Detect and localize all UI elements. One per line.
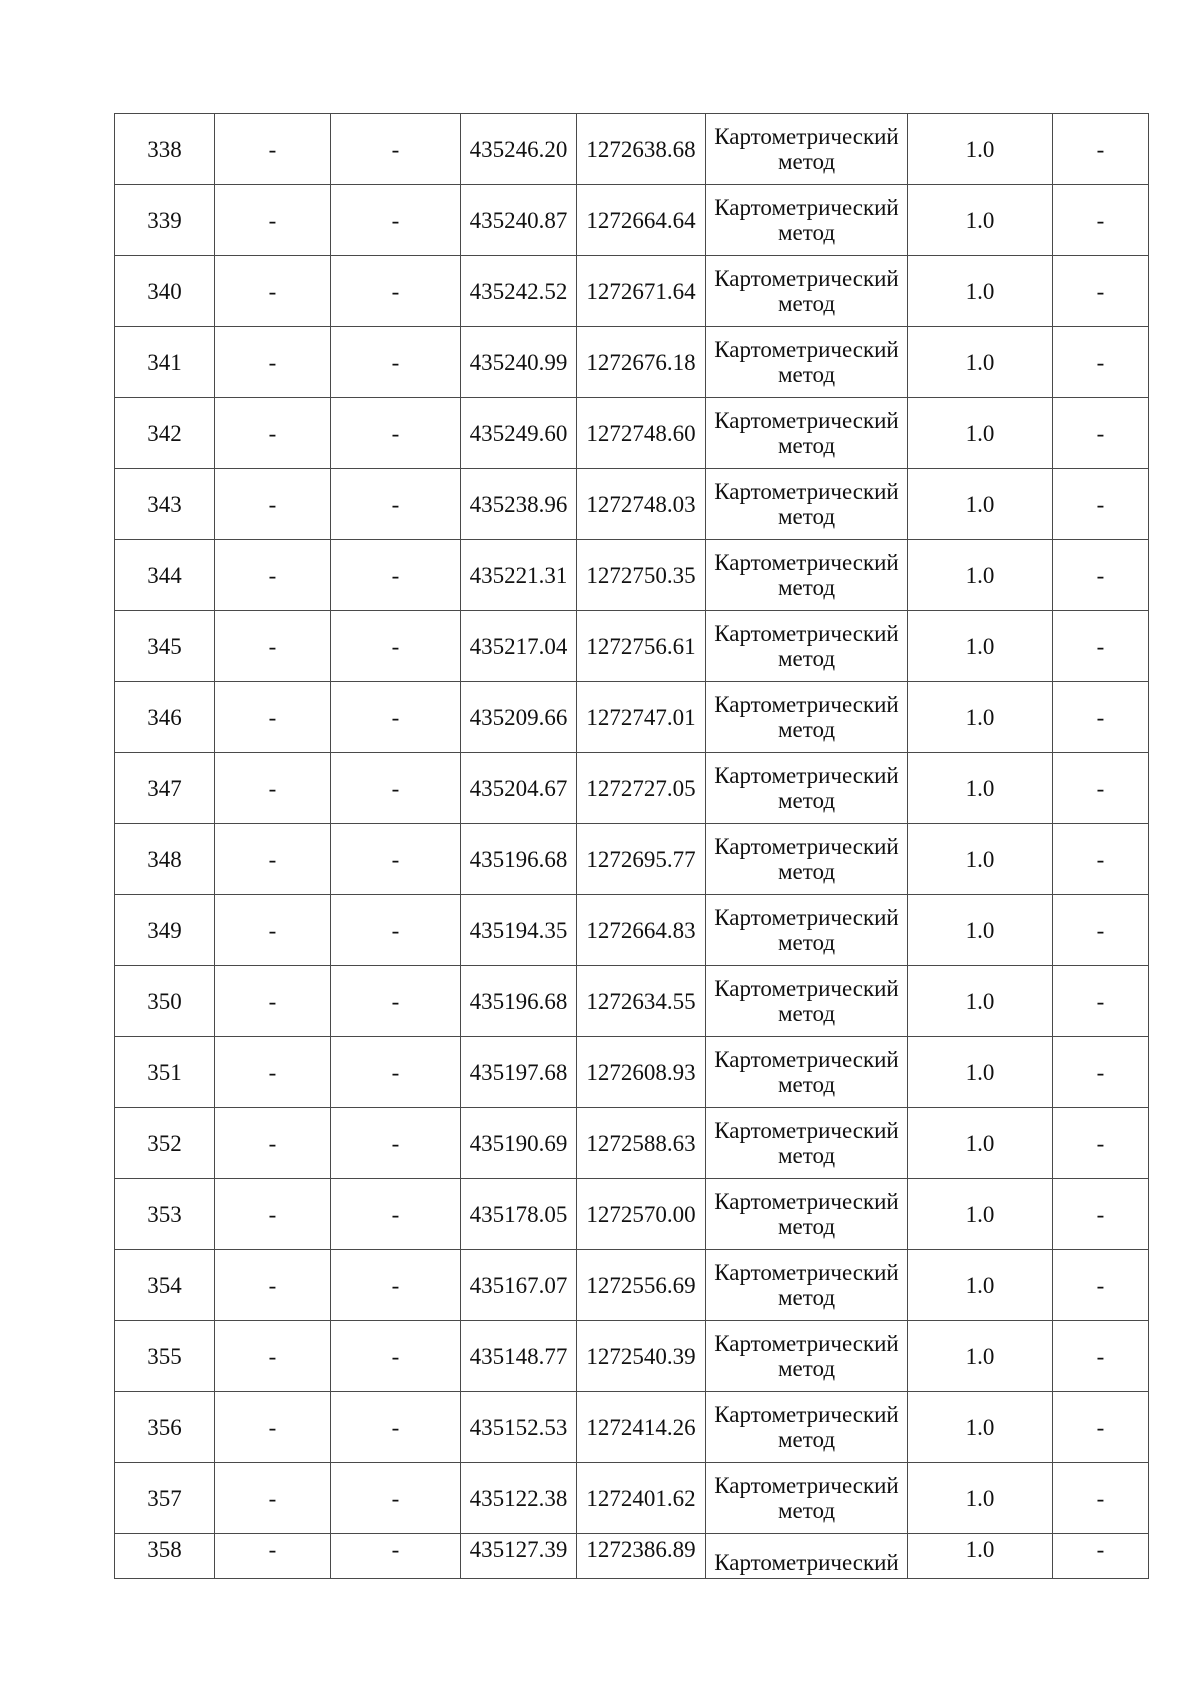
empty-dash-cell: - <box>1053 1179 1149 1250</box>
empty-dash-cell: - <box>1053 966 1149 1037</box>
y-coordinate-cell: 1272748.60 <box>577 398 706 469</box>
method-line-2: метод <box>777 645 836 671</box>
precision-cell: 1.0 <box>908 185 1053 256</box>
method-cell <box>706 1321 908 1392</box>
empty-dash-cell: - <box>215 114 331 185</box>
empty-dash-cell: - <box>1053 185 1149 256</box>
empty-dash-cell: - <box>1053 824 1149 895</box>
point-number-cell: 349 <box>115 895 215 966</box>
empty-dash-cell: - <box>215 540 331 611</box>
empty-dash-cell: - <box>215 1250 331 1321</box>
x-coordinate-cell: 435190.69 <box>461 1108 577 1179</box>
table-row <box>115 1321 1149 1392</box>
method-line-1: Картометрический <box>714 265 899 291</box>
empty-dash-cell: - <box>215 895 331 966</box>
empty-dash-cell: - <box>331 1534 461 1579</box>
empty-dash-cell: - <box>215 1108 331 1179</box>
empty-dash-cell: - <box>1053 1108 1149 1179</box>
precision-cell: 1.0 <box>908 1108 1053 1179</box>
method-line-1: Картометрический <box>714 620 899 646</box>
point-number-cell: 354 <box>115 1250 215 1321</box>
table-row <box>115 1037 1149 1108</box>
method-line-1: Картометрический <box>714 194 899 220</box>
method-line-1: Картометрический <box>714 833 899 859</box>
table-row <box>115 469 1149 540</box>
empty-dash-cell: - <box>331 540 461 611</box>
method-line-1: Картометрический <box>714 407 899 433</box>
table-row <box>115 966 1149 1037</box>
method-cell <box>706 966 908 1037</box>
method-line-1: Картометрический <box>714 1188 899 1214</box>
point-number-cell: 351 <box>115 1037 215 1108</box>
method-line-1: Картометрический <box>714 1401 899 1427</box>
empty-dash-cell: - <box>331 753 461 824</box>
empty-dash-cell: - <box>331 682 461 753</box>
method-cell <box>706 824 908 895</box>
point-number-cell: 341 <box>115 327 215 398</box>
method-line-1: Картометрический <box>714 1330 899 1356</box>
method-cell <box>706 1534 908 1579</box>
y-coordinate-cell: 1272540.39 <box>577 1321 706 1392</box>
method-line-1: Картометрический <box>714 123 899 149</box>
x-coordinate-cell: 435221.31 <box>461 540 577 611</box>
precision-cell: 1.0 <box>908 966 1053 1037</box>
empty-dash-cell: - <box>331 1179 461 1250</box>
table-row <box>115 256 1149 327</box>
point-number-cell: 357 <box>115 1463 215 1534</box>
x-coordinate-cell: 435240.87 <box>461 185 577 256</box>
method-cell <box>706 1392 908 1463</box>
method-line-1: Картометрический <box>714 1472 899 1498</box>
x-coordinate-cell: 435204.67 <box>461 753 577 824</box>
x-coordinate-cell: 435178.05 <box>461 1179 577 1250</box>
method-line-2: метод <box>777 1071 836 1097</box>
point-number-cell: 348 <box>115 824 215 895</box>
method-line-1: Картометрический <box>714 478 899 504</box>
precision-cell: 1.0 <box>908 824 1053 895</box>
precision-cell: 1.0 <box>908 1534 1053 1579</box>
x-coordinate-cell: 435196.68 <box>461 824 577 895</box>
method-line-2: метод <box>777 219 836 245</box>
precision-cell: 1.0 <box>908 1392 1053 1463</box>
x-coordinate-cell: 435148.77 <box>461 1321 577 1392</box>
empty-dash-cell: - <box>331 398 461 469</box>
x-coordinate-cell: 435249.60 <box>461 398 577 469</box>
x-coordinate-cell: 435127.39 <box>461 1534 577 1579</box>
y-coordinate-cell: 1272748.03 <box>577 469 706 540</box>
y-coordinate-cell: 1272608.93 <box>577 1037 706 1108</box>
y-coordinate-cell: 1272727.05 <box>577 753 706 824</box>
point-number-cell: 356 <box>115 1392 215 1463</box>
y-coordinate-cell: 1272695.77 <box>577 824 706 895</box>
method-line-2: метод <box>777 1213 836 1239</box>
precision-cell: 1.0 <box>908 256 1053 327</box>
y-coordinate-cell: 1272588.63 <box>577 1108 706 1179</box>
table-row <box>115 327 1149 398</box>
empty-dash-cell: - <box>331 1321 461 1392</box>
empty-dash-cell: - <box>1053 398 1149 469</box>
precision-cell: 1.0 <box>908 1463 1053 1534</box>
table-row <box>115 1534 1149 1579</box>
table-body <box>115 114 1149 1579</box>
table-row <box>115 540 1149 611</box>
empty-dash-cell: - <box>331 1108 461 1179</box>
y-coordinate-cell: 1272556.69 <box>577 1250 706 1321</box>
method-line-2: метод <box>777 1000 836 1026</box>
method-line-2: метод <box>777 1426 836 1452</box>
x-coordinate-cell: 435242.52 <box>461 256 577 327</box>
method-line-1: Картометрический <box>714 1259 899 1285</box>
x-coordinate-cell: 435209.66 <box>461 682 577 753</box>
empty-dash-cell: - <box>215 1037 331 1108</box>
empty-dash-cell: - <box>331 895 461 966</box>
method-line-1: Картометрический <box>714 1046 899 1072</box>
empty-dash-cell: - <box>331 1463 461 1534</box>
table-row <box>115 1179 1149 1250</box>
table-row <box>115 753 1149 824</box>
y-coordinate-cell: 1272750.35 <box>577 540 706 611</box>
method-cell <box>706 114 908 185</box>
x-coordinate-cell: 435194.35 <box>461 895 577 966</box>
table-row <box>115 114 1149 185</box>
precision-cell: 1.0 <box>908 611 1053 682</box>
method-line-2: метод <box>777 716 836 742</box>
method-line-1: Картометрический <box>714 549 899 575</box>
y-coordinate-cell: 1272664.64 <box>577 185 706 256</box>
empty-dash-cell: - <box>215 1321 331 1392</box>
method-line-1: Картометрический <box>714 336 899 362</box>
precision-cell: 1.0 <box>908 1037 1053 1108</box>
empty-dash-cell: - <box>331 1250 461 1321</box>
point-number-cell: 352 <box>115 1108 215 1179</box>
method-line-2: метод <box>777 432 836 458</box>
point-number-cell: 338 <box>115 114 215 185</box>
method-line-2: метод <box>777 290 836 316</box>
method-line-2: метод <box>777 1355 836 1381</box>
y-coordinate-cell: 1272638.68 <box>577 114 706 185</box>
method-cell <box>706 1463 908 1534</box>
point-number-cell: 347 <box>115 753 215 824</box>
x-coordinate-cell: 435238.96 <box>461 469 577 540</box>
precision-cell: 1.0 <box>908 753 1053 824</box>
empty-dash-cell: - <box>215 398 331 469</box>
point-number-cell: 350 <box>115 966 215 1037</box>
empty-dash-cell: - <box>1053 611 1149 682</box>
y-coordinate-cell: 1272664.83 <box>577 895 706 966</box>
precision-cell: 1.0 <box>908 540 1053 611</box>
empty-dash-cell: - <box>215 1534 331 1579</box>
empty-dash-cell: - <box>331 824 461 895</box>
empty-dash-cell: - <box>215 824 331 895</box>
empty-dash-cell: - <box>331 611 461 682</box>
empty-dash-cell: - <box>1053 1250 1149 1321</box>
x-coordinate-cell: 435152.53 <box>461 1392 577 1463</box>
method-cell <box>706 398 908 469</box>
point-number-cell: 358 <box>115 1534 215 1579</box>
x-coordinate-cell: 435246.20 <box>461 114 577 185</box>
point-number-cell: 344 <box>115 540 215 611</box>
method-line-2: метод <box>777 503 836 529</box>
empty-dash-cell: - <box>1053 540 1149 611</box>
method-cell <box>706 1250 908 1321</box>
empty-dash-cell: - <box>215 682 331 753</box>
empty-dash-cell: - <box>331 966 461 1037</box>
y-coordinate-cell: 1272634.55 <box>577 966 706 1037</box>
empty-dash-cell: - <box>1053 1534 1149 1579</box>
method-line-2: метод <box>777 858 836 884</box>
precision-cell: 1.0 <box>908 1179 1053 1250</box>
x-coordinate-cell: 435196.68 <box>461 966 577 1037</box>
method-line-1: Картометрический <box>714 904 899 930</box>
method-cell <box>706 1179 908 1250</box>
empty-dash-cell: - <box>331 1037 461 1108</box>
empty-dash-cell: - <box>215 1392 331 1463</box>
empty-dash-cell: - <box>215 611 331 682</box>
empty-dash-cell: - <box>215 185 331 256</box>
empty-dash-cell: - <box>331 114 461 185</box>
point-number-cell: 346 <box>115 682 215 753</box>
precision-cell: 1.0 <box>908 327 1053 398</box>
coordinates-table <box>114 113 1149 1579</box>
method-line-1: Картометрический <box>714 975 899 1001</box>
method-line-2: метод <box>777 1142 836 1168</box>
point-number-cell: 343 <box>115 469 215 540</box>
empty-dash-cell: - <box>215 256 331 327</box>
empty-dash-cell: - <box>1053 1392 1149 1463</box>
method-cell <box>706 753 908 824</box>
empty-dash-cell: - <box>1053 327 1149 398</box>
y-coordinate-cell: 1272676.18 <box>577 327 706 398</box>
x-coordinate-cell: 435197.68 <box>461 1037 577 1108</box>
table-row <box>115 1392 1149 1463</box>
point-number-cell: 340 <box>115 256 215 327</box>
method-line-2: метод <box>777 361 836 387</box>
method-cell <box>706 327 908 398</box>
table-row <box>115 1250 1149 1321</box>
y-coordinate-cell: 1272414.26 <box>577 1392 706 1463</box>
method-line-1: Картометрический <box>714 691 899 717</box>
empty-dash-cell: - <box>331 469 461 540</box>
y-coordinate-cell: 1272671.64 <box>577 256 706 327</box>
method-cell <box>706 185 908 256</box>
x-coordinate-cell: 435167.07 <box>461 1250 577 1321</box>
empty-dash-cell: - <box>1053 256 1149 327</box>
point-number-cell: 355 <box>115 1321 215 1392</box>
method-cell <box>706 256 908 327</box>
method-line-1: Картометрический <box>714 1117 899 1143</box>
empty-dash-cell: - <box>215 966 331 1037</box>
empty-dash-cell: - <box>331 327 461 398</box>
method-line-2: метод <box>777 1497 836 1523</box>
x-coordinate-cell: 435217.04 <box>461 611 577 682</box>
empty-dash-cell: - <box>215 469 331 540</box>
method-line-1: Картометрический <box>714 1550 899 1575</box>
point-number-cell: 339 <box>115 185 215 256</box>
table-row <box>115 1463 1149 1534</box>
y-coordinate-cell: 1272386.89 <box>577 1534 706 1579</box>
method-cell <box>706 1108 908 1179</box>
empty-dash-cell: - <box>1053 682 1149 753</box>
empty-dash-cell: - <box>1053 114 1149 185</box>
table-row <box>115 895 1149 966</box>
precision-cell: 1.0 <box>908 1321 1053 1392</box>
table-row <box>115 398 1149 469</box>
table-row <box>115 824 1149 895</box>
empty-dash-cell: - <box>215 1463 331 1534</box>
x-coordinate-cell: 435240.99 <box>461 327 577 398</box>
method-cell <box>706 540 908 611</box>
method-line-2: метод <box>777 787 836 813</box>
empty-dash-cell: - <box>1053 1463 1149 1534</box>
empty-dash-cell: - <box>331 185 461 256</box>
empty-dash-cell: - <box>1053 1321 1149 1392</box>
method-line-2: метод <box>777 929 836 955</box>
table-row <box>115 1108 1149 1179</box>
point-number-cell: 342 <box>115 398 215 469</box>
empty-dash-cell: - <box>215 1179 331 1250</box>
empty-dash-cell: - <box>1053 1037 1149 1108</box>
table-row <box>115 611 1149 682</box>
table-row <box>115 682 1149 753</box>
precision-cell: 1.0 <box>908 895 1053 966</box>
method-line-2: метод <box>777 574 836 600</box>
y-coordinate-cell: 1272570.00 <box>577 1179 706 1250</box>
precision-cell: 1.0 <box>908 398 1053 469</box>
empty-dash-cell: - <box>1053 895 1149 966</box>
precision-cell: 1.0 <box>908 1250 1053 1321</box>
precision-cell: 1.0 <box>908 114 1053 185</box>
method-line-2: метод <box>777 148 836 174</box>
empty-dash-cell: - <box>1053 469 1149 540</box>
precision-cell: 1.0 <box>908 682 1053 753</box>
empty-dash-cell: - <box>215 753 331 824</box>
method-line-2: метод <box>777 1284 836 1310</box>
y-coordinate-cell: 1272747.01 <box>577 682 706 753</box>
method-cell <box>706 469 908 540</box>
empty-dash-cell: - <box>215 327 331 398</box>
method-cell <box>706 611 908 682</box>
point-number-cell: 345 <box>115 611 215 682</box>
method-cell <box>706 682 908 753</box>
x-coordinate-cell: 435122.38 <box>461 1463 577 1534</box>
method-cell <box>706 1037 908 1108</box>
empty-dash-cell: - <box>331 1392 461 1463</box>
empty-dash-cell: - <box>1053 753 1149 824</box>
y-coordinate-cell: 1272756.61 <box>577 611 706 682</box>
table-row <box>115 185 1149 256</box>
method-cell <box>706 895 908 966</box>
point-number-cell: 353 <box>115 1179 215 1250</box>
empty-dash-cell: - <box>331 256 461 327</box>
y-coordinate-cell: 1272401.62 <box>577 1463 706 1534</box>
precision-cell: 1.0 <box>908 469 1053 540</box>
method-line-1: Картометрический <box>714 762 899 788</box>
